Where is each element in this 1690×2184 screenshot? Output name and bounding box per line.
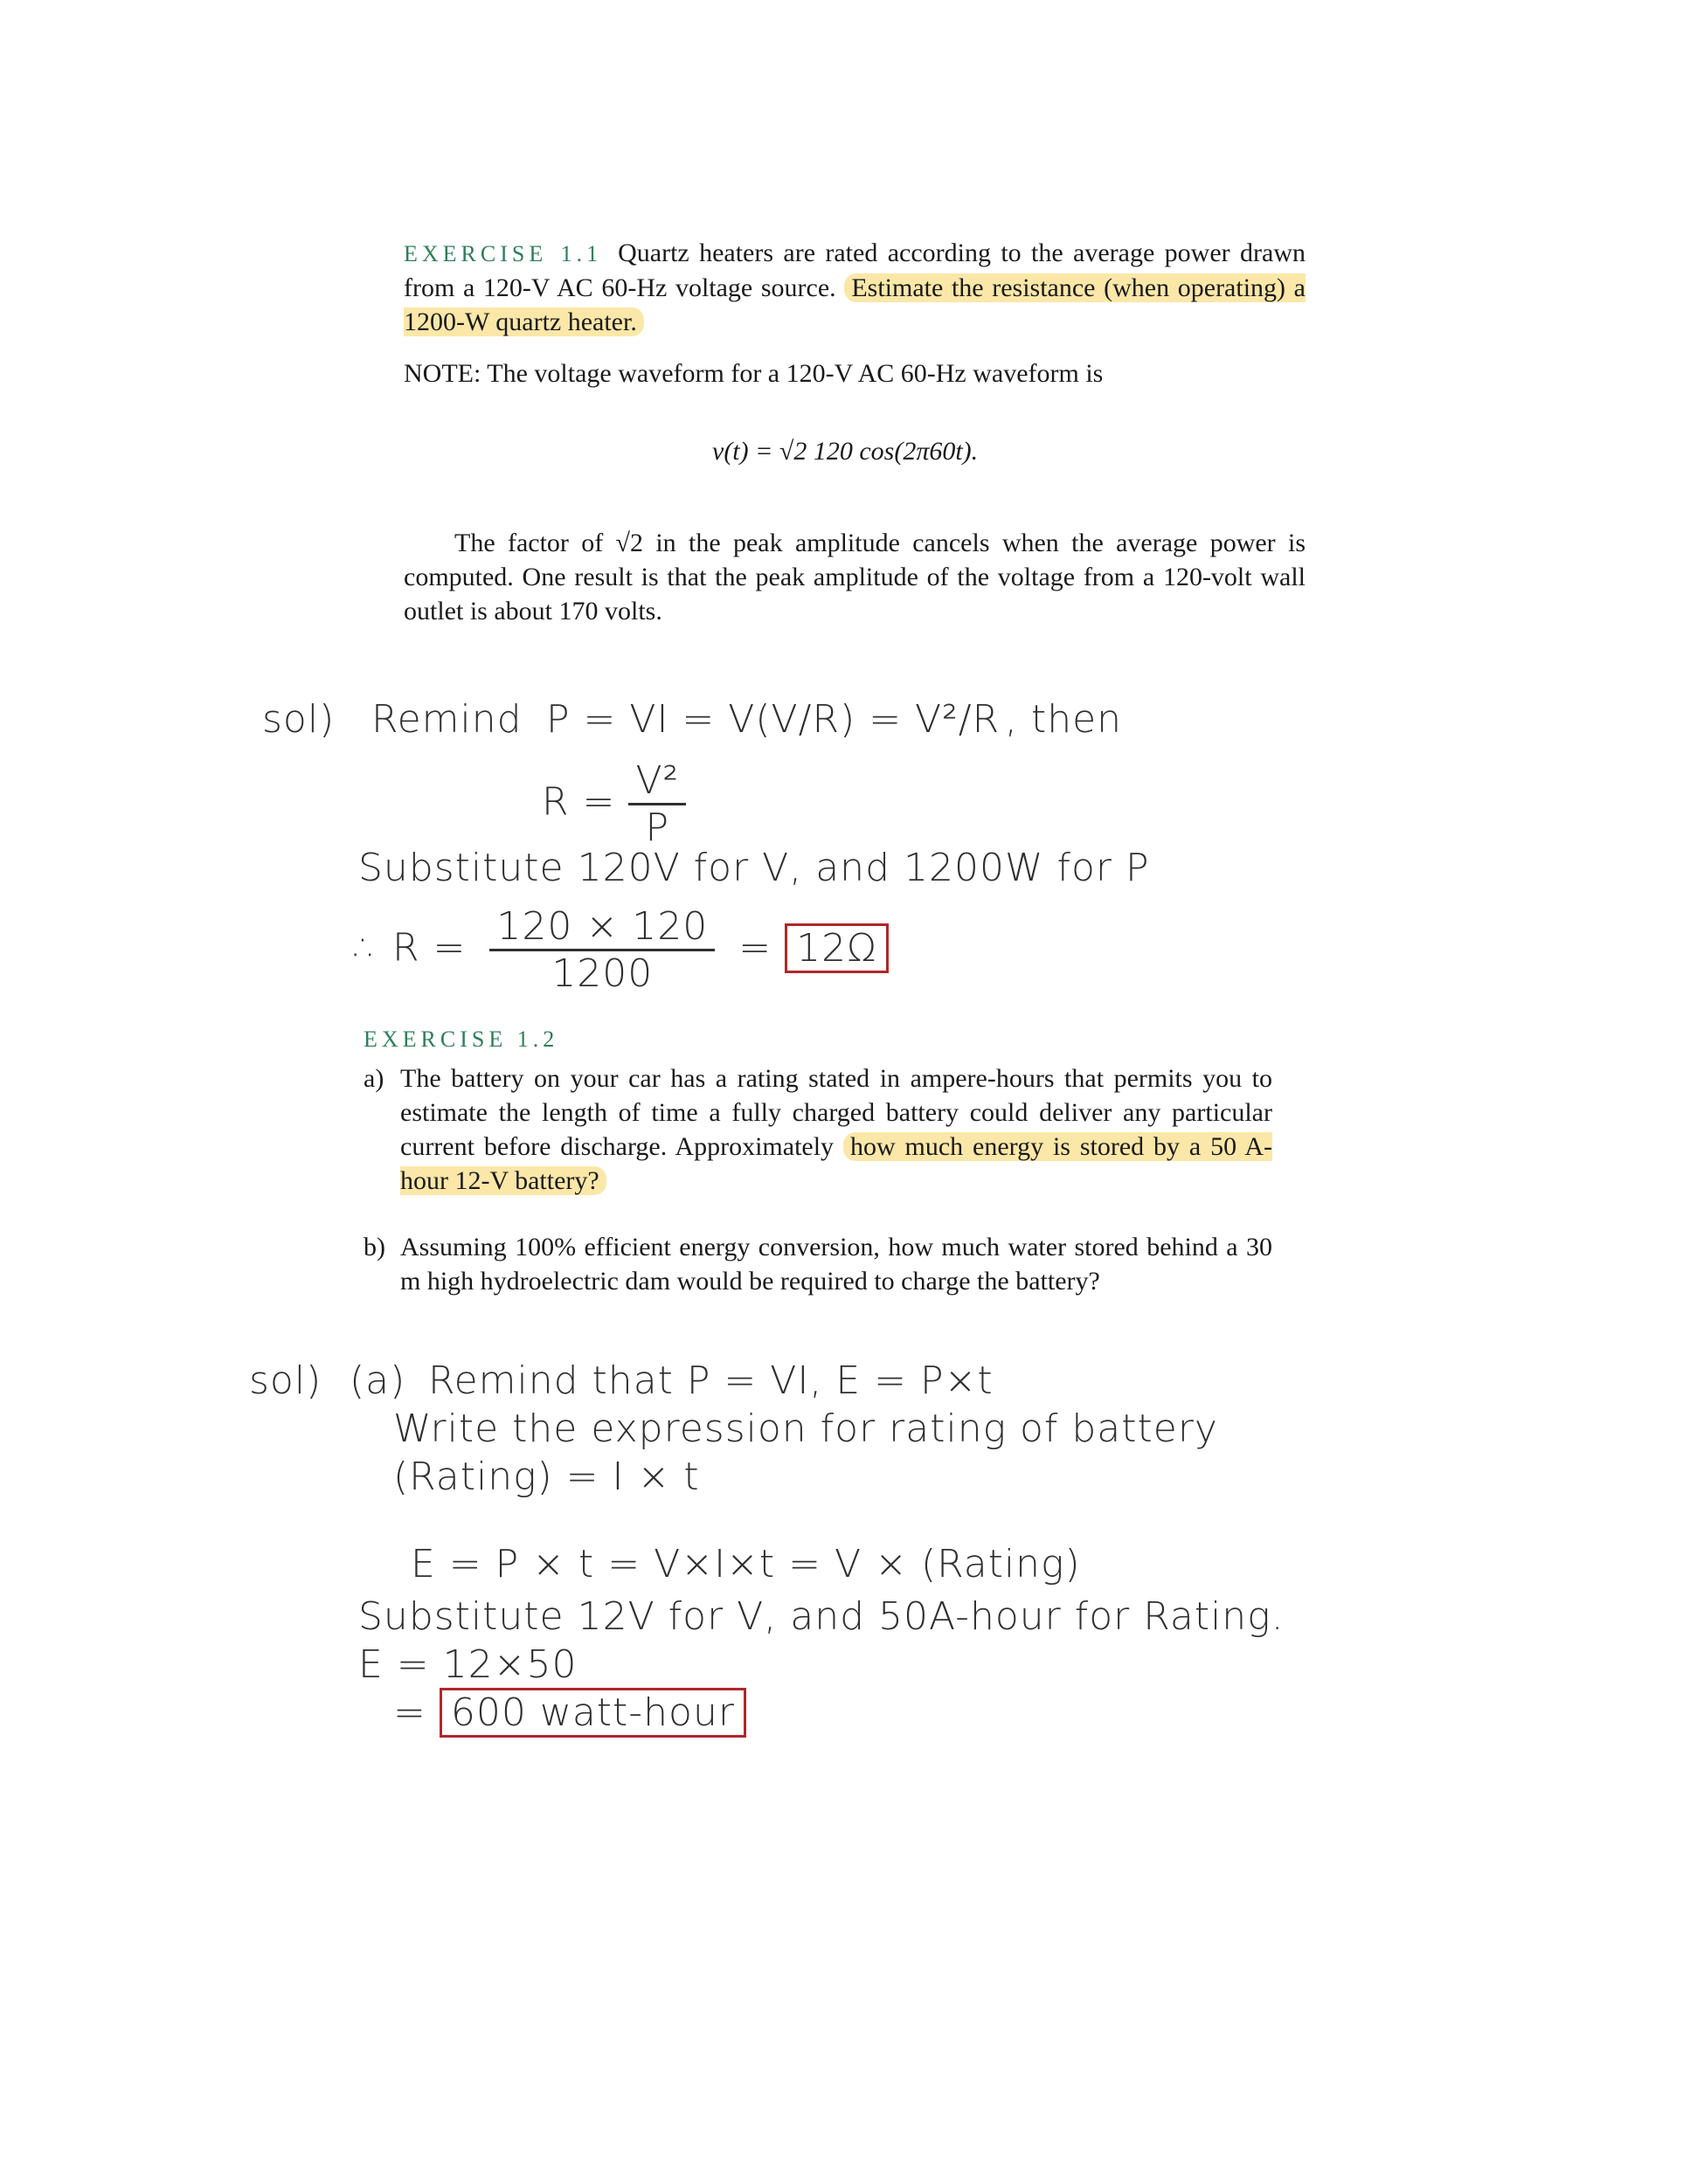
exercise-label: EXERCISE 1.1 bbox=[404, 241, 603, 266]
remind-label: Remind bbox=[371, 697, 523, 742]
followup-paragraph: The factor of √2 in the peak amplitude cancels when the average power is computed. One result is that the peak amplitude of the voltage from a 120-volt wall outlet is about 170 volts. bbox=[404, 529, 1306, 625]
resistance-formula bbox=[542, 758, 686, 850]
fraction-denominator: P bbox=[645, 805, 670, 850]
waveform-equation: v(t) = √2 120 cos(2π60t). bbox=[712, 437, 979, 466]
then-text: , then bbox=[1005, 697, 1123, 742]
substitution-step: Substitute 12V for V, and 50A-hour for Rating. bbox=[358, 1594, 1285, 1639]
energy-answer: 600 watt-hour bbox=[440, 1688, 746, 1738]
calculation-denominator: 1200 bbox=[551, 951, 654, 996]
energy-result bbox=[393, 1690, 746, 1735]
highlighted-question: how much energy is stored by a 50 A-hour 12-V battery? bbox=[400, 1132, 1272, 1195]
part-a-lead: The battery on your car has a rating stated in ampere-hours that permits you to estimate the length of time a fully charged battery could deliver any particular current before discharge. Approximately bbox=[400, 1064, 1272, 1161]
exercise-1-2-part-b bbox=[364, 1230, 1272, 1298]
highlighted-question: Estimate the resistance (when operating) a 1200-W quartz heater. bbox=[404, 273, 1306, 336]
exercise-lead-text: Quartz heaters are rated according to the average power drawn from a 120-V AC 60-Hz voltage source. bbox=[404, 238, 1306, 302]
solution-2-tag: sol) bbox=[249, 1358, 322, 1403]
fraction-numerator: V² bbox=[628, 758, 686, 805]
exercise-1-2-part-a bbox=[364, 1061, 1272, 1198]
equals-sign: = bbox=[738, 925, 772, 971]
part-b-text: Assuming 100% efficient energy conversion, how much water stored behind a 30 m high hydroelectric dam would be required to charge the battery? bbox=[400, 1233, 1272, 1296]
exercise-1-2-heading bbox=[364, 1026, 574, 1053]
exercise-label: EXERCISE 1.2 bbox=[364, 1026, 559, 1052]
solution-1-tag: sol) bbox=[262, 697, 336, 742]
therefore-lhs: ∴ R = bbox=[354, 925, 467, 971]
remind-formulas: Remind that P = VI, E = P×t bbox=[428, 1358, 994, 1403]
equals-sign: = bbox=[393, 1690, 426, 1735]
note-text: NOTE: The voltage waveform for a 120-V AC 60-Hz waveform is bbox=[404, 359, 1104, 388]
rating-expression-note: Write the expression for rating of battery bbox=[393, 1406, 1218, 1451]
resistance-answer: 12Ω bbox=[785, 923, 889, 973]
substitution-step: Substitute 120V for V, and 1200W for P bbox=[358, 846, 1150, 890]
calculation-fraction bbox=[489, 904, 715, 996]
resistance-calculation bbox=[354, 904, 889, 996]
resistance-fraction bbox=[628, 758, 686, 850]
power-formula: P = VI = V(V/R) = V²/R bbox=[546, 697, 1001, 742]
exercise-1-1-statement bbox=[404, 236, 1306, 339]
part-a-text bbox=[400, 1061, 1272, 1198]
part-a-label: (a) bbox=[350, 1358, 406, 1403]
rating-formula: (Rating) = I × t bbox=[393, 1455, 700, 1499]
energy-calculation: E = 12×50 bbox=[358, 1642, 578, 1687]
part-b-marker: b) bbox=[364, 1233, 385, 1261]
part-a-marker: a) bbox=[364, 1064, 384, 1093]
calculation-numerator: 120 × 120 bbox=[489, 904, 715, 951]
energy-formula: E = P × t = V×I×t = V × (Rating) bbox=[411, 1542, 1081, 1586]
resistance-lhs: R = bbox=[542, 779, 616, 825]
